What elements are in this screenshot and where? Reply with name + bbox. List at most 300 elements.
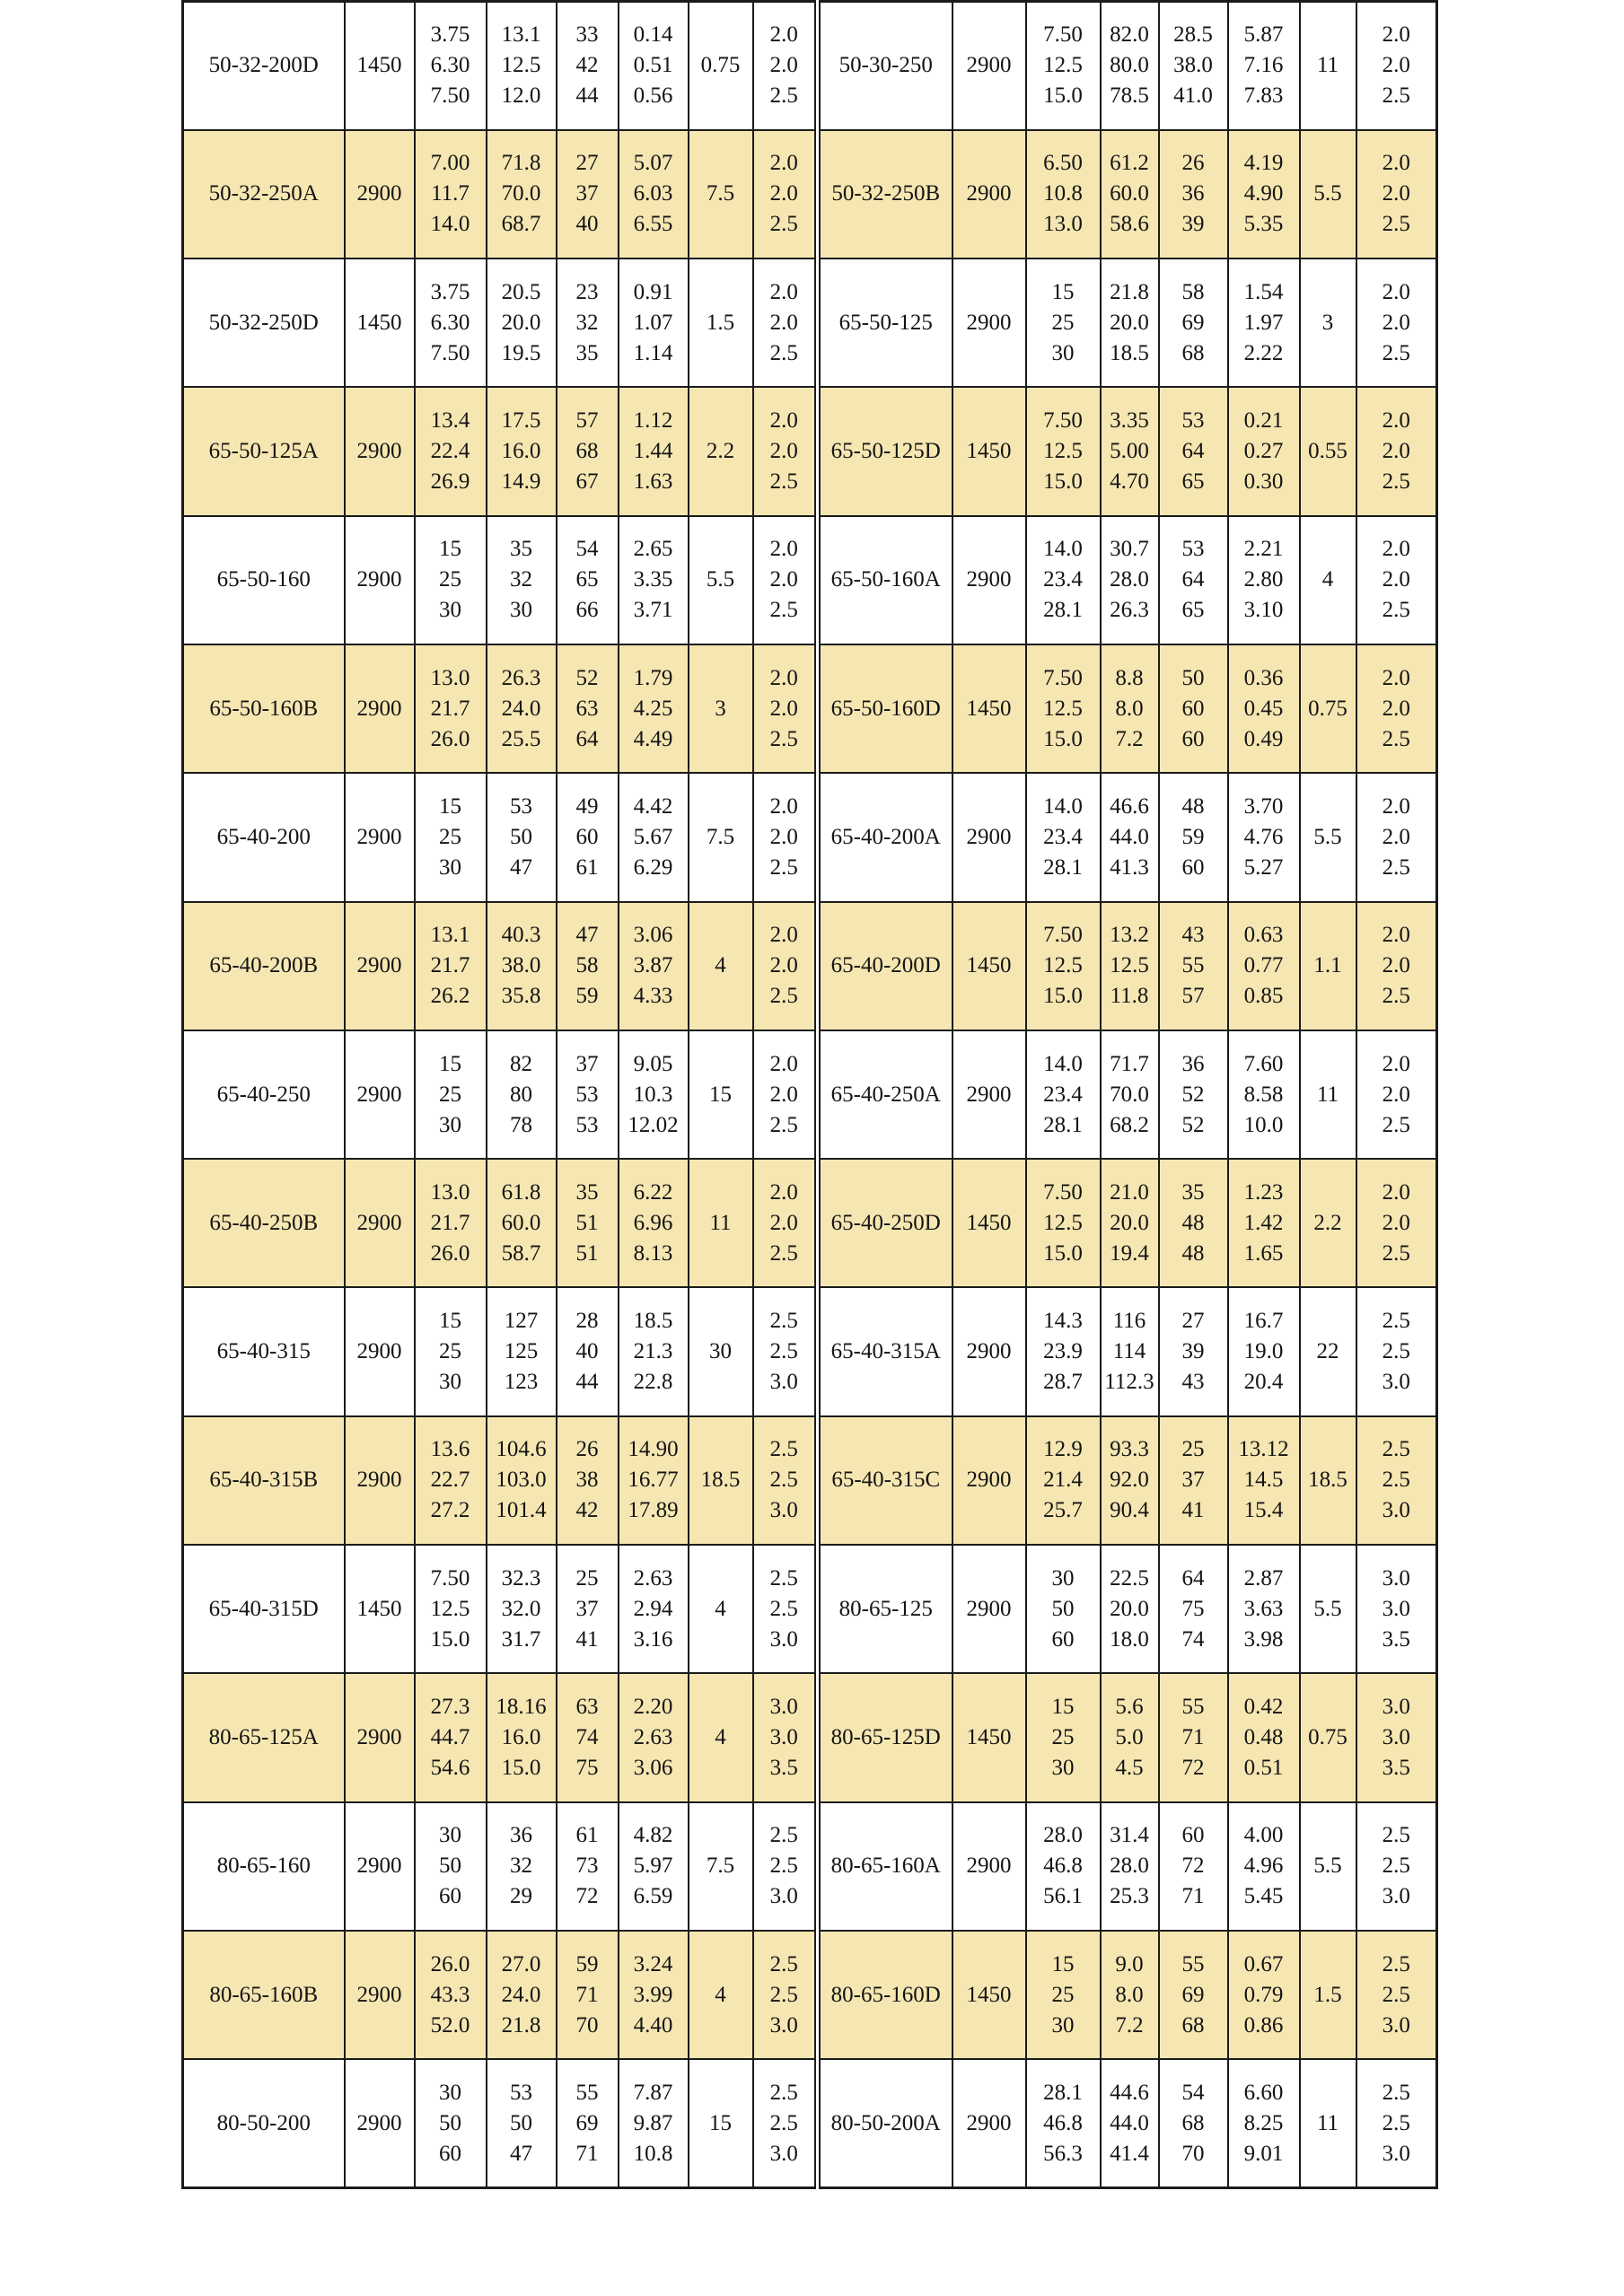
power-value: 13.12 [1238,1437,1289,1462]
flow-value: 10.8 [1043,181,1083,206]
left-model-cell: 65-40-315B [183,1416,345,1545]
npsh-values [1357,1950,1436,2041]
left-speed-cell: 2900 [345,1673,415,1801]
right-flow-cell [1026,902,1101,1030]
npsh-value: 2.0 [769,537,798,562]
eff-value: 38.0 [1173,53,1213,78]
flow-value: 44.7 [430,1725,470,1749]
left-motor-cell: 7.5 [689,1802,753,1931]
npsh-value: 2.5 [769,469,798,495]
left-eff-cell [557,902,619,1030]
head-value: 11.8 [1110,984,1149,1009]
power-value: 5.07 [633,151,673,176]
power-value: 4.96 [1243,1853,1284,1879]
left-head-cell [487,1159,557,1287]
left-model-cell: 65-40-315 [183,1287,345,1415]
power-value: 0.45 [1243,696,1284,721]
npsh-value: 2.5 [769,598,798,623]
npsh-value: 2.0 [769,1051,798,1076]
power-value: 3.35 [633,567,673,592]
flow-value: 14.0 [1043,537,1083,562]
right-power-cell [1228,1673,1300,1801]
npsh-values [1357,534,1436,626]
power-value: 4.42 [633,793,673,819]
npsh-value: 2.5 [769,1823,798,1848]
npsh-value: 2.0 [769,953,798,978]
power-value: 15.4 [1243,1498,1284,1523]
power-values [1229,1950,1299,2041]
npsh-value: 2.0 [769,567,798,592]
left-power-cell [619,1159,689,1287]
eff-value: 53 [575,1112,599,1137]
right-flow-cell [1026,644,1101,773]
right-motor-cell: 2.2 [1300,1159,1356,1287]
eff-value: 49 [575,793,599,819]
table-row [183,902,1437,1030]
npsh-value: 2.5 [1382,2080,1410,2105]
eff-value: 40 [575,212,599,237]
head-value: 25.5 [501,726,541,751]
npsh-value: 2.0 [769,1179,798,1205]
eff-value: 64 [1181,439,1205,464]
power-value: 1.12 [633,408,673,434]
power-value: 4.33 [633,984,673,1009]
right-head-cell [1101,1673,1159,1801]
power-value: 3.63 [1243,1596,1284,1621]
left-power-cell [619,259,689,387]
npsh-value: 2.5 [769,1596,798,1621]
left-npsh-cell [753,1673,818,1801]
npsh-value: 3.0 [1382,1725,1410,1749]
left-speed-cell: 2900 [345,2059,415,2187]
left-head-cell [487,1673,557,1801]
power-value: 3.99 [633,1982,673,2007]
left-head-cell [487,130,557,259]
left-model-cell: 65-50-125A [183,387,345,515]
head-value: 28.0 [1110,567,1149,592]
right-motor-cell: 0.55 [1300,387,1356,515]
table-row [183,1931,1437,2059]
left-power-cell [619,516,689,644]
power-value: 6.96 [633,1210,673,1235]
right-power-cell [1228,1287,1300,1415]
flow-values [1027,406,1100,497]
left-eff-cell [557,1287,619,1415]
head-value: 21.8 [501,2012,541,2037]
right-flow-cell [1026,1416,1101,1545]
power-values [1229,277,1299,369]
npsh-values [1357,277,1436,369]
npsh-value: 2.5 [1382,1951,1410,1976]
head-value: 20.5 [501,279,541,304]
npsh-value: 2.5 [1382,1468,1410,1493]
flow-value: 21.7 [430,953,470,978]
flow-value: 30 [1051,340,1075,365]
right-npsh-cell [1356,773,1437,901]
npsh-value: 2.0 [769,824,798,849]
power-value: 0.51 [1243,1756,1284,1780]
flow-values [1027,792,1100,883]
npsh-value: 3.0 [1382,2012,1410,2037]
eff-value: 73 [575,1853,599,1879]
left-model-cell: 65-40-250 [183,1030,345,1159]
right-model-cell: 65-40-315C [818,1416,952,1545]
head-value: 70.0 [1110,1082,1149,1107]
flow-value: 6.30 [430,53,470,78]
npsh-values [754,920,815,1012]
left-speed-cell: 1450 [345,259,415,387]
right-flow-cell [1026,516,1101,644]
left-speed-cell: 2900 [345,1030,415,1159]
head-values [1102,792,1158,883]
power-value: 20.4 [1243,1370,1284,1395]
left-power-cell [619,387,689,515]
power-value: 16.77 [628,1468,679,1493]
flow-value: 13.0 [430,1179,470,1205]
power-values [619,1306,688,1398]
pump-spec-table [181,0,1438,2189]
eff-value: 58 [575,953,599,978]
right-power-cell [1228,1545,1300,1673]
npsh-value: 2.5 [769,1951,798,1976]
left-motor-cell: 7.5 [689,130,753,259]
npsh-value: 3.0 [769,1725,798,1749]
power-value: 4.49 [633,726,673,751]
right-npsh-cell [1356,516,1437,644]
flow-value: 28.1 [1043,598,1083,623]
table-row [183,130,1437,259]
left-speed-cell: 2900 [345,1287,415,1415]
left-power-cell [619,1673,689,1801]
npsh-values [754,1820,815,1912]
power-value: 7.83 [1243,83,1284,109]
eff-value: 66 [575,598,599,623]
flow-value: 30 [439,1370,461,1395]
head-value: 44.0 [1110,2110,1149,2135]
npsh-value: 2.0 [1382,793,1410,819]
power-value: 0.42 [1243,1695,1284,1719]
left-speed-cell: 2900 [345,387,415,515]
left-flow-cell [415,644,487,773]
power-value: 1.54 [1243,279,1284,304]
npsh-value: 3.0 [769,2141,798,2166]
head-value: 5.0 [1115,1725,1144,1749]
flow-value: 15 [1051,1951,1075,1976]
npsh-value: 2.5 [1382,469,1410,495]
npsh-value: 3.0 [1382,1596,1410,1621]
right-head-cell [1101,1931,1159,2059]
left-npsh-cell [753,1931,818,2059]
npsh-value: 2.5 [769,854,798,880]
power-value: 12.02 [628,1112,679,1137]
eff-value: 72 [1181,1756,1205,1780]
left-npsh-cell [753,259,818,387]
right-speed-cell: 2900 [952,1030,1026,1159]
flow-value: 7.50 [1043,1179,1083,1205]
power-values [619,1692,688,1783]
npsh-values [1357,20,1436,111]
power-value: 6.22 [633,1179,673,1205]
power-values [619,277,688,369]
left-speed-cell: 1450 [345,2,415,130]
left-motor-cell: 15 [689,1030,753,1159]
eff-value: 75 [575,1756,599,1780]
right-head-cell [1101,387,1159,515]
npsh-value: 2.0 [1382,22,1410,48]
npsh-value: 2.0 [1382,1179,1410,1205]
eff-value: 57 [575,408,599,434]
eff-values [1160,792,1227,883]
left-speed-cell: 2900 [345,773,415,901]
left-npsh-cell [753,1030,818,1159]
left-model-cell: 80-65-160 [183,1802,345,1931]
table-row [183,1287,1437,1415]
flow-value: 30 [439,598,461,623]
right-head-cell [1101,644,1159,773]
npsh-value: 2.0 [1382,537,1410,562]
flow-value: 60 [439,2141,461,2166]
power-value: 0.36 [1243,665,1284,690]
left-motor-cell: 30 [689,1287,753,1415]
right-motor-cell: 5.5 [1300,773,1356,901]
left-eff-cell [557,1545,619,1673]
right-model-cell: 65-40-250D [818,1159,952,1287]
right-speed-cell: 2900 [952,773,1026,901]
head-value: 13.2 [1110,923,1149,948]
table-row [183,773,1437,901]
power-value: 2.22 [1243,340,1284,365]
eff-value: 74 [1181,1626,1205,1652]
head-value: 104.6 [496,1437,547,1462]
power-values [1229,20,1299,111]
npsh-value: 2.5 [1382,598,1410,623]
head-values [1102,1950,1158,2041]
right-head-cell [1101,1416,1159,1545]
npsh-value: 2.0 [1382,279,1410,304]
left-eff-cell [557,130,619,259]
npsh-value: 3.0 [1382,1884,1410,1909]
head-values [1102,277,1158,369]
power-values [619,1564,688,1655]
flow-value: 23.4 [1043,824,1083,849]
power-value: 3.71 [633,598,673,623]
npsh-value: 2.0 [769,1082,798,1107]
flow-value: 13.4 [430,408,470,434]
eff-value: 52 [1181,1082,1205,1107]
right-model-cell: 65-40-250A [818,1030,952,1159]
power-value: 5.97 [633,1853,673,1879]
left-power-cell [619,130,689,259]
right-speed-cell: 2900 [952,1287,1026,1415]
head-values [1102,2078,1158,2169]
right-power-cell [1228,516,1300,644]
table-row [183,1545,1437,1673]
left-npsh-cell [753,1416,818,1545]
head-value: 18.16 [496,1695,547,1719]
flow-value: 25 [439,824,461,849]
power-value: 0.48 [1243,1725,1284,1749]
head-value: 15.0 [501,1756,541,1780]
flow-values [416,277,486,369]
right-model-cell: 65-50-125D [818,387,952,515]
left-motor-cell: 11 [689,1159,753,1287]
left-eff-cell [557,2,619,130]
npsh-value: 2.0 [1382,181,1410,206]
left-motor-cell: 4 [689,1673,753,1801]
npsh-value: 2.0 [1382,953,1410,978]
right-flow-cell [1026,2,1101,130]
head-value: 26.3 [1110,598,1149,623]
right-eff-cell [1159,1416,1228,1545]
right-power-cell [1228,1416,1300,1545]
flow-values [1027,1049,1100,1141]
power-values [1229,1820,1299,1912]
flow-value: 50 [439,2110,461,2135]
eff-values [1160,1178,1227,1269]
left-flow-cell [415,130,487,259]
left-motor-cell: 2.2 [689,387,753,515]
right-model-cell: 80-65-125D [818,1673,952,1801]
eff-value: 47 [575,923,599,948]
power-value: 5.67 [633,824,673,849]
power-value: 2.65 [633,537,673,562]
eff-value: 43 [1181,923,1205,948]
npsh-value: 2.0 [1382,408,1410,434]
right-motor-cell: 5.5 [1300,1545,1356,1673]
head-values [1102,920,1158,1012]
head-value: 30.7 [1110,537,1149,562]
eff-values [557,1950,618,2041]
left-flow-cell [415,387,487,515]
head-value: 35 [510,537,532,562]
head-value: 116 [1112,1309,1146,1334]
flow-values [416,20,486,111]
head-values [1102,1178,1158,1269]
power-values [619,534,688,626]
head-value: 68.7 [501,212,541,237]
head-values [487,1820,556,1912]
npsh-values [754,663,815,755]
flow-value: 15.0 [1043,83,1083,109]
flow-value: 12.5 [1043,53,1083,78]
eff-value: 65 [1181,598,1205,623]
power-value: 7.60 [1243,1051,1284,1076]
left-eff-cell [557,773,619,901]
table-row [183,387,1437,515]
right-head-cell [1101,902,1159,1030]
left-npsh-cell [753,1545,818,1673]
left-model-cell: 65-50-160B [183,644,345,773]
eff-value: 37 [575,181,599,206]
npsh-value: 3.0 [769,1695,798,1719]
power-value: 2.87 [1243,1565,1284,1591]
head-value: 5.00 [1110,439,1149,464]
flow-value: 52.0 [430,2012,470,2037]
flow-value: 30 [439,1823,461,1848]
eff-value: 53 [575,1082,599,1107]
head-value: 40.3 [501,923,541,948]
flow-value: 30 [439,854,461,880]
npsh-value: 2.5 [1382,83,1410,109]
left-head-cell [487,1416,557,1545]
eff-value: 26 [1181,151,1205,176]
eff-value: 63 [575,696,599,721]
npsh-value: 2.5 [1382,1982,1410,2007]
right-model-cell: 65-40-315A [818,1287,952,1415]
left-motor-cell: 15 [689,2059,753,2187]
power-value: 4.19 [1243,151,1284,176]
eff-values [557,1564,618,1655]
left-power-cell [619,902,689,1030]
flow-values [416,920,486,1012]
flow-value: 27.3 [430,1695,470,1719]
left-head-cell [487,387,557,515]
npsh-values [1357,2078,1436,2169]
head-value: 80 [510,1082,532,1107]
right-head-cell [1101,2059,1159,2187]
eff-value: 70 [575,2012,599,2037]
head-values [487,148,556,240]
npsh-values [754,1692,815,1783]
eff-value: 27 [575,151,599,176]
flow-value: 25.7 [1043,1498,1083,1523]
npsh-value: 2.5 [1382,1309,1410,1334]
left-power-cell [619,1416,689,1545]
head-values [487,1950,556,2041]
flow-value: 7.50 [1043,22,1083,48]
flow-value: 50 [1051,1596,1075,1621]
right-power-cell [1228,644,1300,773]
power-value: 7.87 [633,2080,673,2105]
right-model-cell: 80-50-200A [818,2059,952,2187]
head-value: 58.7 [501,1240,541,1266]
npsh-value: 2.5 [1382,1437,1410,1462]
flow-values [416,1950,486,2041]
left-flow-cell [415,1159,487,1287]
npsh-value: 2.0 [1382,1051,1410,1076]
head-value: 26.3 [501,665,541,690]
flow-value: 12.5 [1043,1210,1083,1235]
eff-value: 25 [575,1565,599,1591]
right-npsh-cell [1356,2059,1437,2187]
eff-value: 39 [1181,1339,1205,1364]
left-npsh-cell [753,2,818,130]
npsh-value: 2.0 [769,408,798,434]
head-value: 61.8 [501,1179,541,1205]
power-value: 0.86 [1243,2012,1284,2037]
head-value: 44.6 [1110,2080,1149,2105]
npsh-value: 2.0 [1382,1082,1410,1107]
right-speed-cell: 2900 [952,2059,1026,2187]
flow-values [416,406,486,497]
power-value: 22.8 [633,1370,673,1395]
power-values [1229,1049,1299,1141]
head-value: 18.5 [1110,340,1149,365]
eff-value: 28.5 [1173,22,1213,48]
head-value: 101.4 [496,1498,547,1523]
head-value: 35.8 [501,984,541,1009]
right-npsh-cell [1356,1545,1437,1673]
flow-values [1027,277,1100,369]
flow-values [416,534,486,626]
flow-value: 26.0 [430,1240,470,1266]
power-value: 3.10 [1243,598,1284,623]
flow-value: 3.75 [430,22,470,48]
eff-value: 25 [1181,1437,1205,1462]
eff-value: 71 [575,1982,599,2007]
flow-values [416,663,486,755]
right-eff-cell [1159,1287,1228,1415]
